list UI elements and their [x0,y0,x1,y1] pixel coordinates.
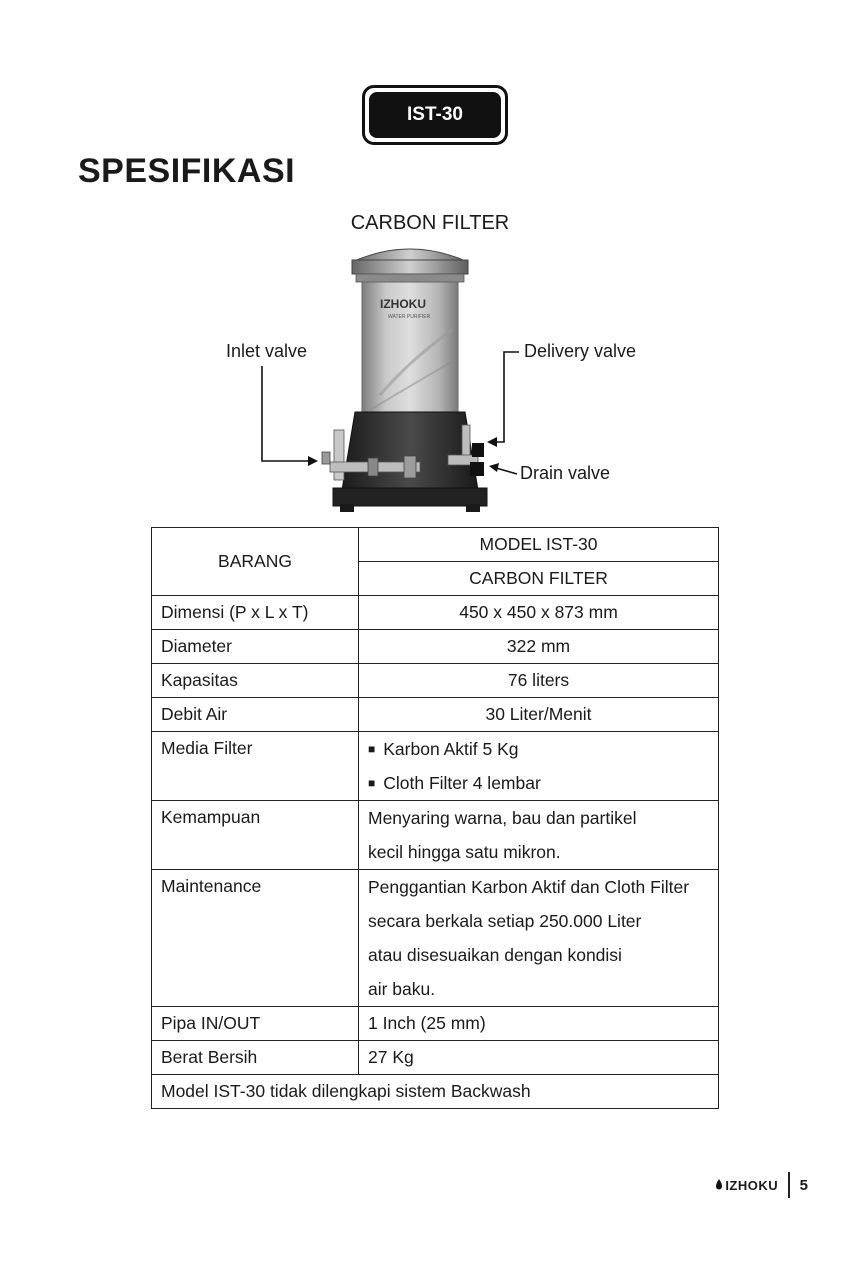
inlet-callout-line [262,366,312,461]
table-row-kemampuan [152,801,719,870]
media-filter-item: ■ Karbon Aktif 5 Kg [368,732,709,766]
row-label: Kapasitas [152,664,359,698]
droplet-icon [715,1178,723,1192]
inlet-valve-label: Inlet valve [226,341,308,361]
text-line: kecil hingga satu mikron. [368,842,561,862]
row-label: Media Filter [152,732,359,801]
row-label: Diameter [152,630,359,664]
table-row [152,596,719,630]
table-note-row [152,1075,719,1109]
row-value: 450 x 450 x 873 mm [359,596,719,630]
table-row-media-filter [152,732,719,801]
delivery-callout-line [494,352,519,442]
row-label: Berat Bersih [152,1041,359,1075]
header-item: BARANG [152,528,359,596]
footer-brand [715,1178,778,1193]
text-line: air baku. [368,979,436,999]
spec-table [151,527,719,1109]
media-filter-list [359,732,719,801]
table-row [152,664,719,698]
drain-valve-label: Drain valve [520,463,611,483]
table-note: Model IST-30 tidak dilengkapi sistem Backwash [152,1075,719,1109]
row-label: Maintenance [152,870,359,1007]
header-model: MODEL IST-30 [359,528,719,562]
page-title: SPESIFIKASI [78,152,296,190]
table-row [152,698,719,732]
text-line: Penggantian Karbon Aktif dan Cloth Filter [368,877,690,897]
row-value: 30 Liter/Menit [359,698,719,732]
row-label: Kemampuan [152,801,359,870]
page-number: 5 [799,1176,808,1194]
text-line: Menyaring warna, bau dan partikel [368,808,637,828]
kemampuan-text [359,801,719,870]
drain-callout-line [496,468,517,474]
page-footer [715,1172,808,1198]
tank-brand: IZHOKU [380,297,426,311]
table-row [152,630,719,664]
header-product: CARBON FILTER [359,562,719,596]
row-label: Debit Air [152,698,359,732]
table-row [152,1041,719,1075]
tank-subtext: WATER PURIFIER [388,314,431,320]
footer-divider [788,1172,790,1198]
row-value: 27 Kg [359,1041,719,1075]
table-row [152,1007,719,1041]
text-line: secara berkala setiap 250.000 Liter [368,911,642,931]
product-caption: CARBON FILTER [350,212,510,234]
table-row-maintenance [152,870,719,1007]
media-filter-item: ■ Cloth Filter 4 lembar [368,766,709,800]
table-header-row [152,528,719,562]
row-value: 322 mm [359,630,719,664]
delivery-valve-label: Delivery valve [524,341,637,361]
carbon-filter-illustration [0,0,860,520]
row-value: 1 Inch (25 mm) [359,1007,719,1041]
row-label: Dimensi (P x L x T) [152,596,359,630]
row-label: Pipa IN/OUT [152,1007,359,1041]
text-line: atau disesuaikan dengan kondisi [368,945,622,965]
row-value: 76 liters [359,664,719,698]
footer-brand-text: IZHOKU [725,1177,779,1193]
maintenance-text [359,870,719,1007]
model-badge-label: IST-30 [369,92,501,138]
